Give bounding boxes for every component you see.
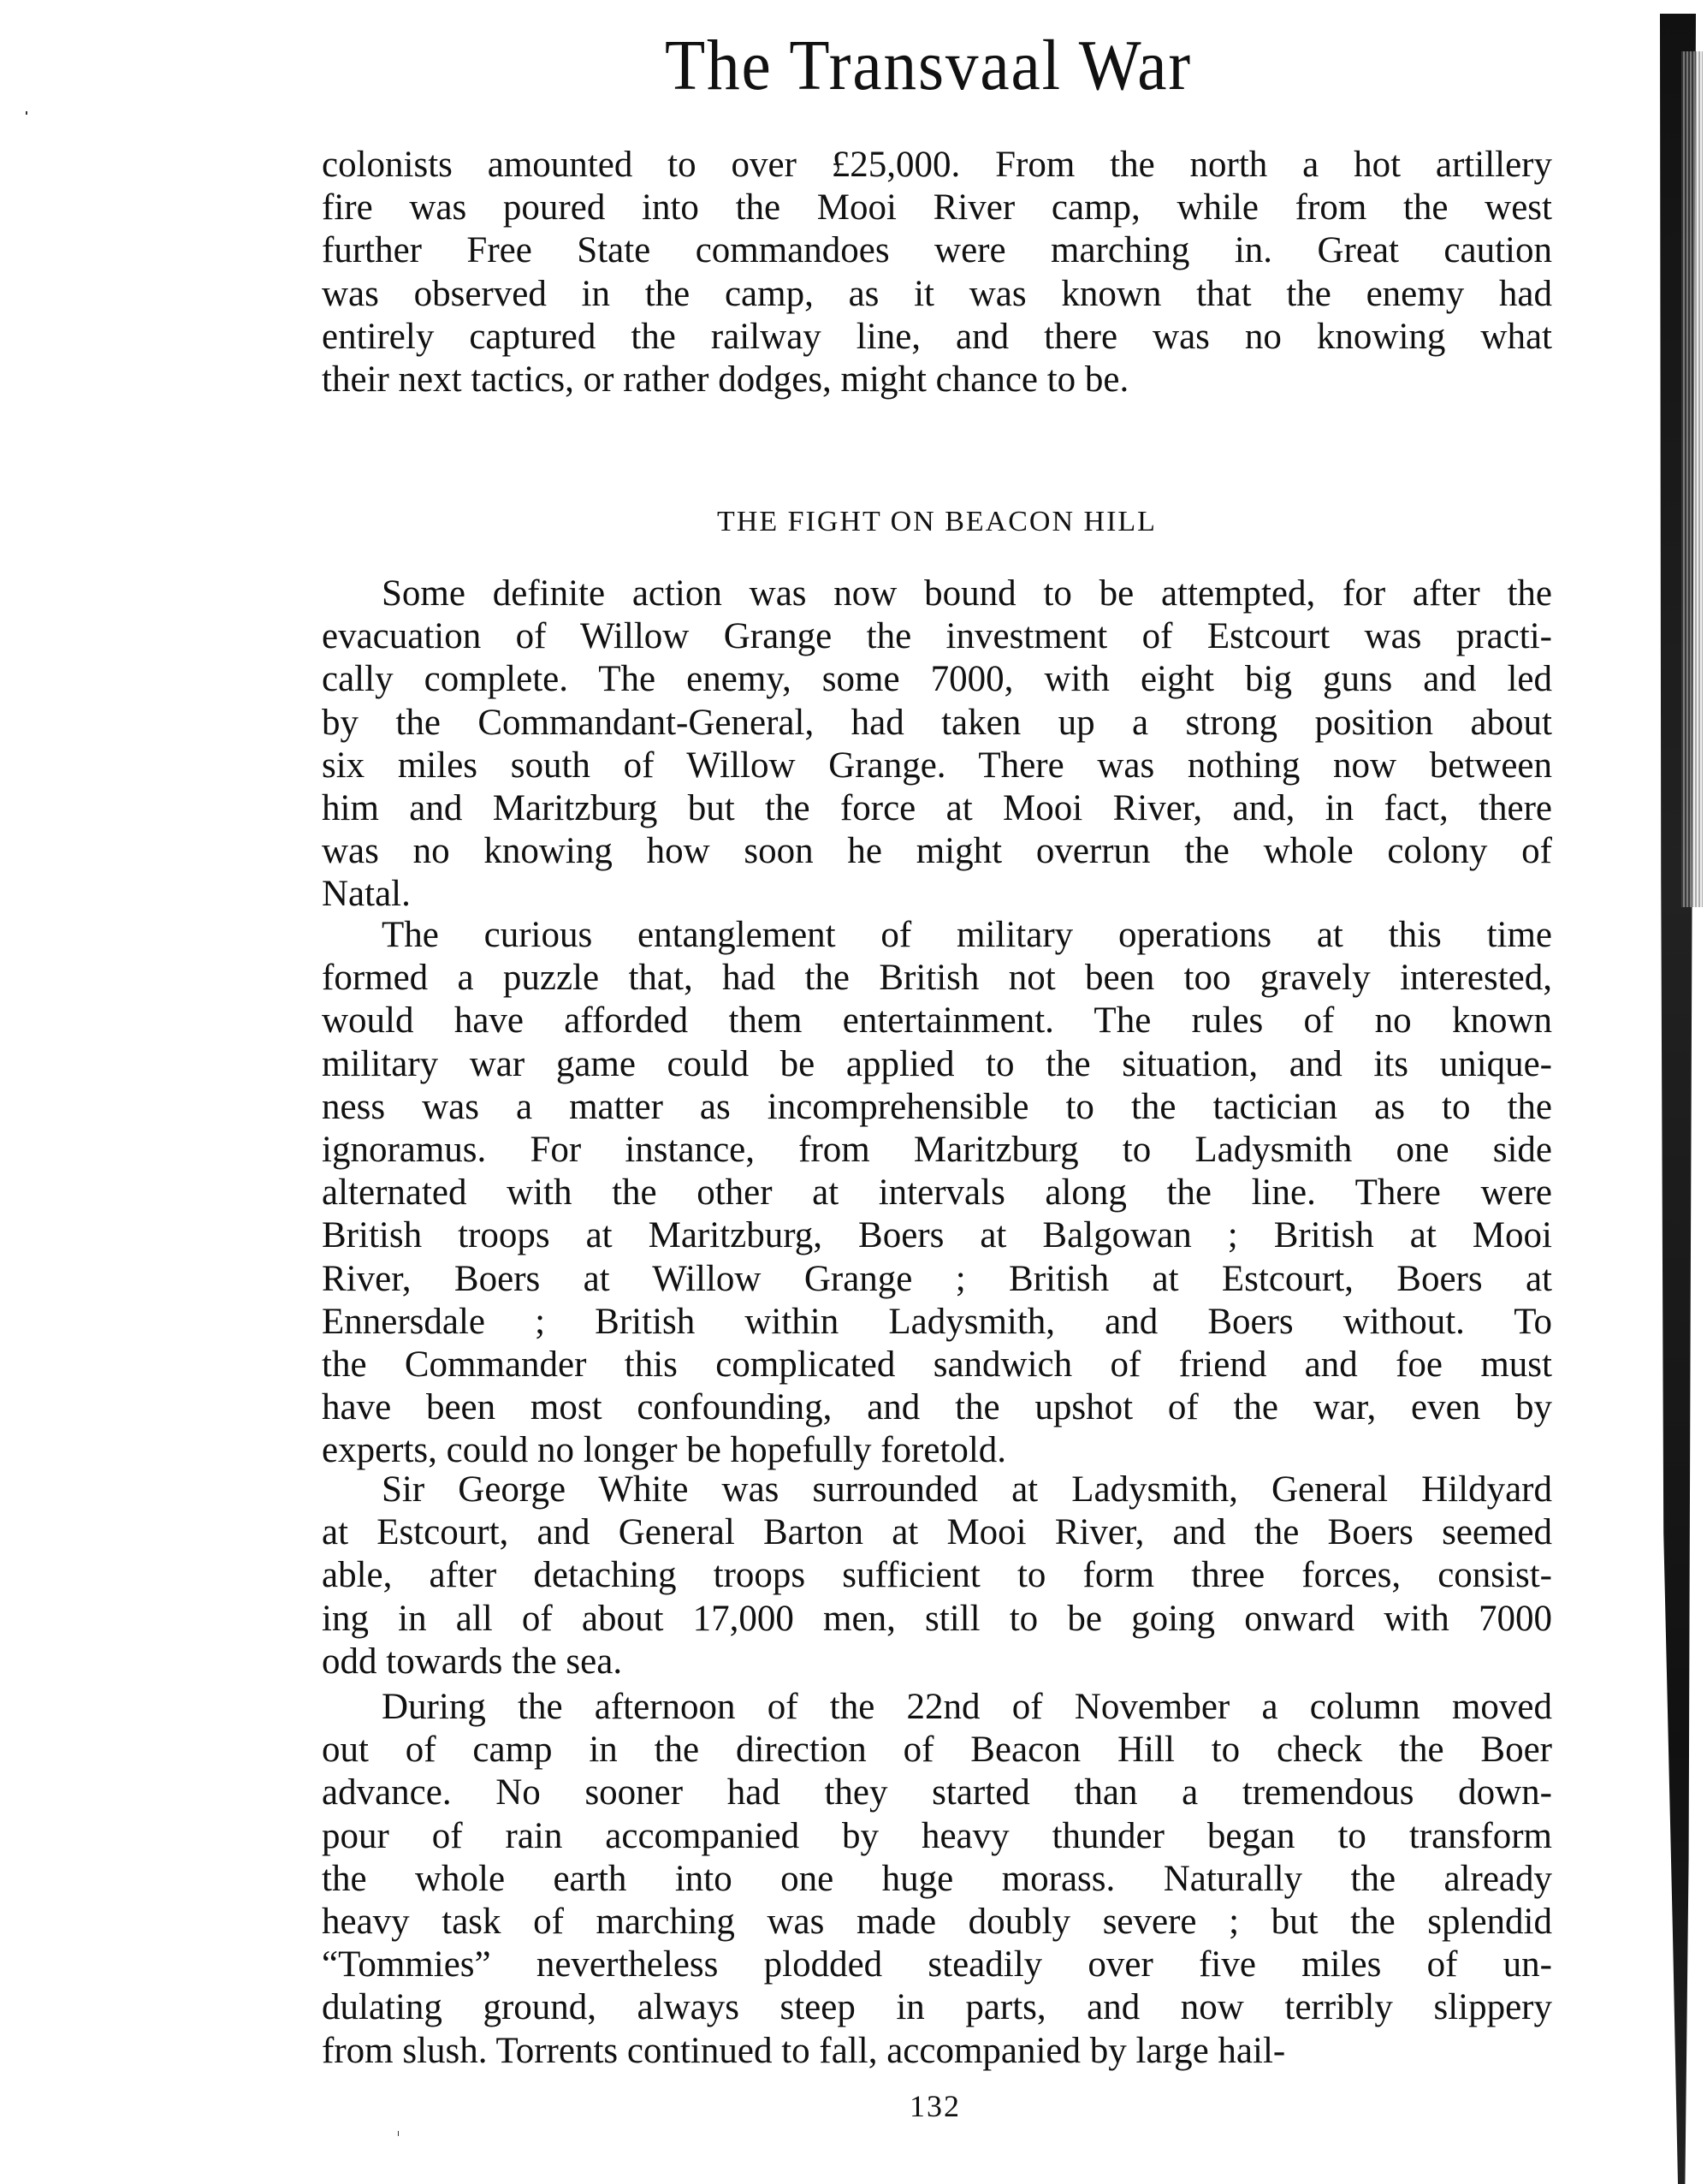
text-line: military war game could be applied to the situation, and its unique- — [322, 1043, 1552, 1084]
text-line: their next tactics, or rather dodges, might chance to be. — [322, 359, 1129, 400]
text-line: River, Boers at Willow Grange ; British at Estcourt, Boers at — [322, 1258, 1552, 1299]
page-edge-texture — [1681, 51, 1703, 907]
text-line: ness was a matter as incomprehensible to the tactician as to the — [322, 1086, 1552, 1127]
text-line: pour of rain accompanied by heavy thunder began to transform — [322, 1815, 1552, 1856]
text-line: experts, could no longer be hopefully foretold. — [322, 1430, 1007, 1471]
text-line: was no knowing how soon he might overrun the whole colony of — [322, 831, 1552, 872]
scan-speck — [26, 111, 27, 115]
text-line: formed a puzzle that, had the British not been too gravely interested, — [322, 958, 1552, 999]
text-line: six miles south of Willow Grange. There was nothing now between — [322, 745, 1552, 786]
text-line: him and Maritzburg but the force at Mooi River, and, in fact, there — [322, 788, 1552, 828]
text-line: dulating ground, always steep in parts, and now terribly slippery — [322, 1987, 1552, 2028]
page-number: 132 — [910, 2089, 961, 2123]
text-line: further Free State commandoes were marching in. Great caution — [322, 230, 1552, 271]
text-line: colonists amounted to over £25,000. From the north a hot artillery — [322, 145, 1552, 185]
text-line: cally complete. The enemy, some 7000, with eight big guns and led — [322, 659, 1552, 700]
text-line: at Estcourt, and General Barton at Mooi River, and the Boers seemed — [322, 1512, 1552, 1553]
text-line: from slush. Torrents continued to fall, accompanied by large hail- — [322, 2030, 1286, 2071]
text-line: Some definite action was now bound to be attempted, for after the — [382, 573, 1552, 614]
text-line: advance. No sooner had they started than a tremendous down- — [322, 1772, 1552, 1813]
text-line: was observed in the camp, as it was known that the enemy had — [322, 273, 1552, 314]
text-line: Natal. — [322, 874, 411, 915]
text-line: the whole earth into one huge morass. Naturally the already — [322, 1858, 1552, 1899]
text-line: fire was poured into the Mooi River camp, while from the west — [322, 187, 1552, 228]
text-line: ignoramus. For instance, from Maritzburg to Ladysmith one side — [322, 1130, 1552, 1170]
text-line: ing in all of about 17,000 men, still to be going onward with 7000 — [322, 1598, 1552, 1639]
text-line: able, after detaching troops sufficient to form three forces, consist- — [322, 1555, 1552, 1596]
section-heading: THE FIGHT ON BEACON HILL — [717, 506, 1157, 537]
scan-speck — [398, 2131, 399, 2136]
text-line: have been most confounding, and the upshot of the war, even by — [322, 1387, 1552, 1428]
text-line: entirely captured the railway line, and there was no knowing what — [322, 316, 1552, 357]
running-title: The Transvaal War — [664, 26, 1192, 105]
text-line: Sir George White was surrounded at Ladysmith, General Hildyard — [382, 1469, 1552, 1510]
text-line: The curious entanglement of military operations at this time — [382, 915, 1552, 955]
text-line: evacuation of Willow Grange the investment of Estcourt was practi- — [322, 616, 1552, 657]
text-line: odd towards the sea. — [322, 1641, 623, 1682]
text-line: Ennersdale ; British within Ladysmith, and Boers without. To — [322, 1301, 1552, 1342]
text-line: “Tommies” nevertheless plodded steadily over five miles of un- — [322, 1944, 1552, 1985]
text-line: heavy task of marching was made doubly severe ; but the splendid — [322, 1902, 1552, 1942]
text-line: British troops at Maritzburg, Boers at Balgowan ; British at Mooi — [322, 1215, 1552, 1256]
text-line: the Commander this complicated sandwich of friend and foe must — [322, 1344, 1552, 1385]
text-line: out of camp in the direction of Beacon Hill to check the Boer — [322, 1730, 1552, 1771]
text-line: would have afforded them entertainment. The rules of no known — [322, 1000, 1552, 1042]
text-line: During the afternoon of the 22nd of November a column moved — [382, 1687, 1552, 1727]
text-line: by the Commandant-General, had taken up a strong position about — [322, 702, 1552, 743]
text-line: alternated with the other at intervals along the line. There were — [322, 1172, 1552, 1214]
